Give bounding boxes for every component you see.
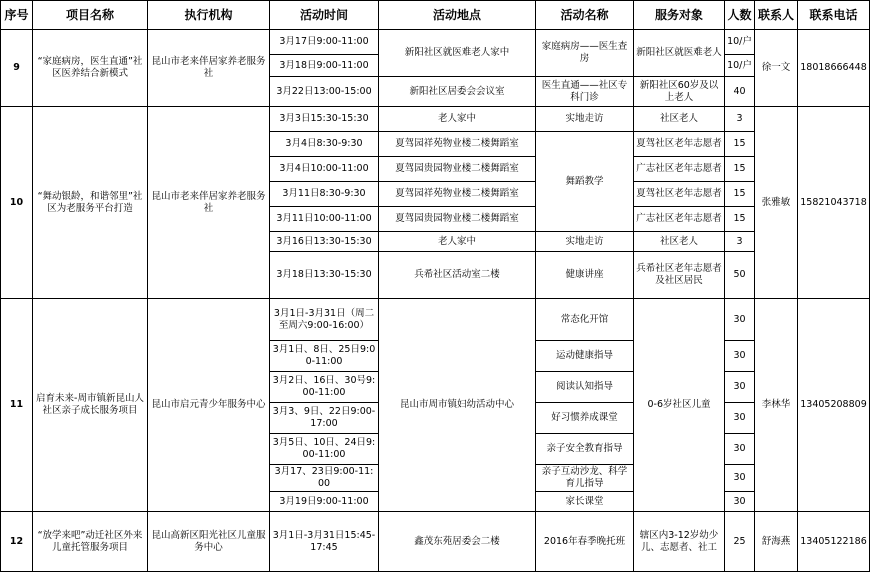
p11-count: 30 [725, 403, 755, 434]
p11-act: 常态化开馆 [536, 299, 634, 341]
header-contact: 联系人 [755, 1, 798, 30]
p11-act: 亲子互动沙龙、科学育儿指导 [536, 465, 634, 492]
p12-loc: 鑫茂东苑居委会二楼 [379, 512, 536, 572]
p10-tgt: 兵希社区老年志愿者及社区居民 [634, 252, 725, 299]
header-location: 活动地点 [379, 1, 536, 30]
p9-count-2: 10/户 [725, 55, 755, 77]
p10-time: 3月3日15:30-15:30 [270, 107, 379, 132]
p10-time: 3月4日10:00-11:00 [270, 157, 379, 182]
p9-act-2: 医生直通——社区专科门诊 [536, 77, 634, 107]
p11-num: 11 [1, 299, 33, 512]
p11-count: 30 [725, 341, 755, 372]
p10-tgt: 社区老人 [634, 232, 725, 252]
p9-tgt-2: 新阳社区60岁及以上老人 [634, 77, 725, 107]
p11-time: 3月1日、8日、25日9:00-11:00 [270, 341, 379, 372]
p10-time: 3月11日8:30-9:30 [270, 182, 379, 207]
p10-tgt: 夏驾社区老年志愿者 [634, 182, 725, 207]
p10-phone: 15821043718 [798, 107, 870, 299]
p11-time: 3月3、9日、22日9:00-17:00 [270, 403, 379, 434]
p10-count: 15 [725, 157, 755, 182]
p11-name: 启育未来-周市镇新昆山人社区亲子成长服务项目 [33, 299, 148, 512]
p10-count: 50 [725, 252, 755, 299]
p12-phone: 13405122186 [798, 512, 870, 572]
p12-tgt: 辖区内3-12岁幼少儿、志愿者、社工 [634, 512, 725, 572]
table-row [1, 30, 870, 55]
p9-time-1: 3月17日9:00-11:00 [270, 30, 379, 55]
p12-time: 3月1日-3月31日15:45-17:45 [270, 512, 379, 572]
p11-act: 家长课堂 [536, 492, 634, 512]
header-project: 项目名称 [33, 1, 148, 30]
p11-count: 30 [725, 465, 755, 492]
p10-loc: 夏驾园祥苑物业楼二楼舞蹈室 [379, 182, 536, 207]
p9-phone: 18018666448 [798, 30, 870, 107]
table-row [1, 299, 870, 341]
p9-org: 昆山市老来伴居家养老服务社 [148, 30, 270, 107]
p10-count: 15 [725, 182, 755, 207]
p10-org: 昆山市老来伴居家养老服务社 [148, 107, 270, 299]
p9-count-1: 10/户 [725, 30, 755, 55]
p10-count: 15 [725, 207, 755, 232]
p12-name: “放学来吧”动迁社区外来儿童托管服务项目 [33, 512, 148, 572]
p11-act: 运动健康指导 [536, 341, 634, 372]
header-count: 人数 [725, 1, 755, 30]
p11-phone: 13405208809 [798, 299, 870, 512]
header-row [1, 1, 870, 30]
p10-loc: 老人家中 [379, 232, 536, 252]
p9-act-1: 家庭病房——医生查房 [536, 30, 634, 77]
p9-time-2: 3月18日9:00-11:00 [270, 55, 379, 77]
p10-tgt: 社区老人 [634, 107, 725, 132]
p10-name: “舞动银龄，和谐邻里”社区为老服务平台打造 [33, 107, 148, 299]
p11-act: 阅读认知指导 [536, 372, 634, 403]
p10-contact: 张雅敏 [755, 107, 798, 299]
p10-time: 3月18日13:30-15:30 [270, 252, 379, 299]
p10-count: 3 [725, 232, 755, 252]
p9-loc-2: 新阳社区居委会会议室 [379, 77, 536, 107]
p11-tgt: 0-6岁社区儿童 [634, 299, 725, 512]
p12-num: 12 [1, 512, 33, 572]
header-org: 执行机构 [148, 1, 270, 30]
p12-org: 昆山高新区阳光社区儿童服务中心 [148, 512, 270, 572]
p10-loc: 夏驾园祥苑物业楼二楼舞蹈室 [379, 132, 536, 157]
p10-time: 3月4日8:30-9:30 [270, 132, 379, 157]
header-target: 服务对象 [634, 1, 725, 30]
p9-loc-1: 新阳社区就医难老人家中 [379, 30, 536, 77]
p12-contact: 舒海燕 [755, 512, 798, 572]
p11-time: 3月5日、10日、24日9:00-11:00 [270, 434, 379, 465]
p11-loc: 昆山市周市镇妇幼活动中心 [379, 299, 536, 512]
p9-name: “家庭病房，医生直通”社区医养结合新模式 [33, 30, 148, 107]
p10-loc: 老人家中 [379, 107, 536, 132]
p10-time: 3月11日10:00-11:00 [270, 207, 379, 232]
p10-tgt: 广志社区老年志愿者 [634, 207, 725, 232]
header-time: 活动时间 [270, 1, 379, 30]
p10-count: 15 [725, 132, 755, 157]
p10-loc: 夏驾园贵园物业楼二楼舞蹈室 [379, 207, 536, 232]
p10-act-visit: 实地走访 [536, 107, 634, 132]
p11-time: 3月19日9:00-11:00 [270, 492, 379, 512]
p9-tgt-1: 新阳社区就医难老人 [634, 30, 725, 77]
header-num: 序号 [1, 1, 33, 30]
p10-time: 3月16日13:30-15:30 [270, 232, 379, 252]
table-row [1, 512, 870, 572]
p10-act-talk: 健康讲座 [536, 252, 634, 299]
p11-count: 30 [725, 372, 755, 403]
p11-org: 昆山市启元青少年服务中心 [148, 299, 270, 512]
p9-num: 9 [1, 30, 33, 107]
p9-time-3: 3月22日13:00-15:00 [270, 77, 379, 107]
p11-act: 好习惯养成课堂 [536, 403, 634, 434]
p10-count: 3 [725, 107, 755, 132]
p12-act: 2016年春季晚托班 [536, 512, 634, 572]
p11-contact: 李林华 [755, 299, 798, 512]
p9-count-3: 40 [725, 77, 755, 107]
p11-count: 30 [725, 299, 755, 341]
header-activity: 活动名称 [536, 1, 634, 30]
p11-time: 3月2日、16日、30号9:00-11:00 [270, 372, 379, 403]
p10-act-visit-2: 实地走访 [536, 232, 634, 252]
p10-loc: 夏驾园贵园物业楼二楼舞蹈室 [379, 157, 536, 182]
p12-count: 25 [725, 512, 755, 572]
p10-tgt: 广志社区老年志愿者 [634, 157, 725, 182]
p10-act-dance: 舞蹈教学 [536, 132, 634, 232]
p11-count: 30 [725, 492, 755, 512]
p11-act: 亲子安全教育指导 [536, 434, 634, 465]
p10-num: 10 [1, 107, 33, 299]
p11-count: 30 [725, 434, 755, 465]
header-phone: 联系电话 [798, 1, 870, 30]
table-row [1, 107, 870, 132]
p11-time: 3月1日-3月31日（周二至周六9:00-16:00） [270, 299, 379, 341]
p10-tgt: 夏驾社区老年志愿者 [634, 132, 725, 157]
p11-time: 3月17、23日9:00-11:00 [270, 465, 379, 492]
p10-loc: 兵希社区活动室二楼 [379, 252, 536, 299]
p9-contact: 徐一文 [755, 30, 798, 107]
